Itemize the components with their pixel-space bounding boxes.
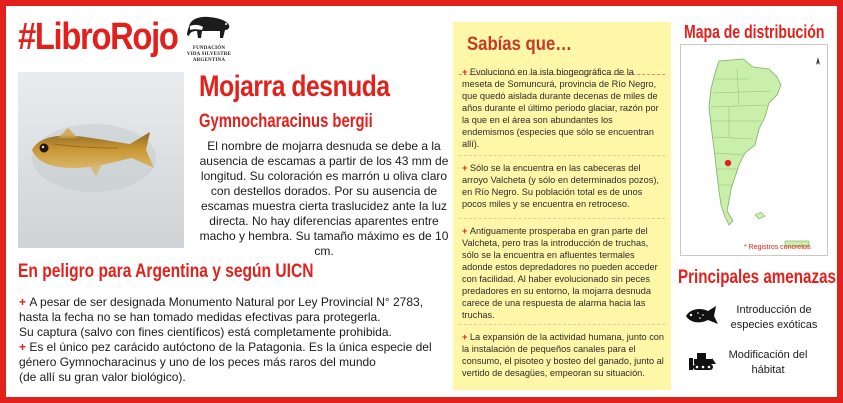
record-marker-icon: [725, 160, 731, 166]
danger-list: [19, 295, 449, 385]
species-description: El nombre de mojarra desnuda se debe a la ausencia de escamas a partir de los 43 mm de longitud. Su coloración es marrón u oliva claro con destellos dorados. Por su ausencia de escamas muestra cierta traslucidez ante la luz directa. No hay diferencias aparentes entre macho y hembra. Su tamaño máximo es de 10 cm.: [199, 139, 449, 258]
plus-icon: +: [462, 163, 470, 173]
fact-item: + Antiguamente prosperaba en gran parte del Valcheta, pero tras la introducción de truchas, sólo se la encuentra en afluentes termales adonde estos depredadores no pueden acceder con facilidad. Al haber evolucionado sin peces predadores en su entorno, la mojarra desnuda carece de una respuesta de alarma hacia las truchas.: [462, 226, 658, 320]
plus-icon: +: [19, 340, 30, 354]
danger-status-title: En peligro para Argentina y según UICN: [18, 261, 314, 282]
plus-icon: +: [462, 226, 470, 236]
plus-icon: +: [462, 332, 470, 342]
threat-label: Modificación del hábitat: [728, 349, 808, 376]
fact-item: + La expansión de la actividad humana, junto con la instalación de pequeños canales para el consumo, el pisoteo y bosteo del ganado, junto al vertido de desagües, empeoran su situación.: [462, 332, 665, 378]
species-common-name: Mojarra desnuda: [199, 70, 390, 103]
north-arrow-icon: [816, 57, 820, 65]
species-scientific-name: Gymnocharacinus bergii: [199, 111, 373, 132]
fact-item: + Sólo se la encuentra en las cabeceras del arroyo Valcheta (y sólo en determinados pozos), en Río Negro. Su población total es de unos pocos miles y se encuentra en retroceso.: [462, 163, 659, 209]
hashtag-title: #LibroRojo: [18, 16, 178, 58]
trout-icon: [684, 304, 720, 333]
facts-title: Sabías que…: [467, 34, 573, 55]
danger-item: + Es el único pez carácido autóctono de la Patagonia. Es la única especie del género Gymnocharacinus y uno de los peces más raros del mundo (de allí su gran valor biológico).: [19, 340, 432, 384]
distribution-map: [680, 44, 828, 256]
divider: [459, 218, 665, 219]
threats-title: Principales amenazas: [678, 267, 836, 288]
argentina-shape: [709, 59, 781, 225]
malvinas-shape: [755, 212, 765, 219]
fish-photo: [18, 72, 184, 248]
divider: [459, 155, 665, 156]
divider: [459, 324, 665, 325]
fact-item: + Evolucionó en la isla biogeográfica de la meseta de Somuncurá, provincia de Río Negro, que quedó aislada durante decenas de miles de años durante el último periodo glaciar, razón por la que en el área son abundantes los endemismos (especies que sólo se encuentran allí).: [462, 67, 659, 149]
plus-icon: +: [19, 295, 30, 309]
danger-item: + A pesar de ser designada Monumento Natural por Ley Provincial N° 2783, hasta la fecha no se han tomado medidas efectivas para protegerla. Su captura (salvo con fines científicos) está completamente prohibida.: [19, 295, 424, 339]
map-note: * Registros concretos: [744, 244, 811, 251]
fundacion-vida-silvestre-logo: [178, 14, 240, 70]
bulldozer-icon: [688, 350, 718, 377]
threat-label: Introducción de especies exóticas: [730, 304, 818, 331]
facts-panel: [453, 22, 671, 390]
plus-icon: +: [462, 67, 470, 77]
map-title: Mapa de distribución: [684, 22, 825, 42]
tapir-icon: [186, 14, 232, 46]
logo-text: FUNDACIÓN VIDA SILVESTRE ARGENTINA: [186, 46, 232, 63]
